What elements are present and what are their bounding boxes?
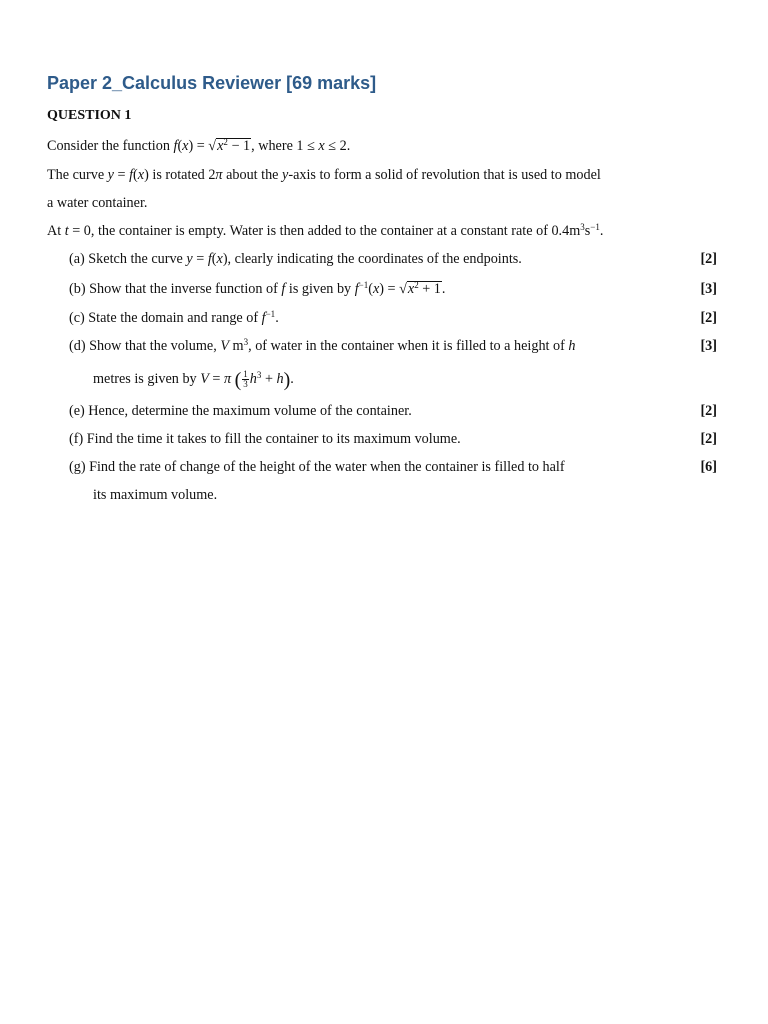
marks-d: [3] [700, 338, 717, 354]
part-text: . [290, 371, 294, 387]
math-h: h [568, 338, 576, 354]
part-label: (d) [69, 338, 86, 354]
part-text: Sketch the curve [88, 251, 187, 267]
part-text: , of water in the container when it is filled to a height of [248, 338, 569, 354]
part-text: Show that the volume, [89, 338, 221, 354]
marks-e: [2] [700, 403, 717, 419]
paper-title: Paper 2_Calculus Reviewer [69 marks] [47, 73, 377, 93]
part-f [69, 431, 461, 448]
intro-text: The curve [47, 167, 108, 183]
part-b [69, 281, 445, 298]
math-inverse-definition: $f^{-1}(x) = √x^2 + 1$ [354, 280, 441, 297]
part-a [69, 251, 522, 268]
math-two-pi: 2π [208, 167, 223, 183]
part-label: (e) [69, 403, 85, 419]
intro-text: Consider the function [47, 138, 174, 154]
part-g-continuation: its maximum volume. [93, 487, 218, 503]
marks-g: [6] [700, 459, 717, 475]
intro-text: . [346, 138, 351, 154]
marks-f: [2] [700, 431, 717, 447]
intro-text: about the [222, 167, 283, 183]
part-text: Hence, determine the maximum volume of the container. [88, 403, 412, 419]
math-volume-formula: V = π ( $\frac{1}{3}$ $h^3 + h$) [200, 369, 291, 391]
intro-text: At [47, 223, 65, 239]
part-text: Show that the inverse function of [89, 281, 282, 297]
marks-b: [3] [700, 281, 717, 297]
part-label: (a) [69, 251, 85, 267]
part-g [69, 459, 565, 476]
intro-text: . [599, 223, 604, 239]
math-curve: y = f(x) [107, 167, 149, 183]
part-c [69, 310, 279, 327]
math-curve: y = f(x) [186, 251, 228, 267]
part-label: (g) [69, 459, 86, 475]
part-text: State the domain and range of [88, 310, 262, 326]
math-v: V [220, 338, 229, 354]
math-fx-definition: f [173, 138, 178, 154]
part-label: (c) [69, 310, 85, 326]
intro-text: s [584, 223, 591, 239]
part-d-continuation [93, 369, 294, 392]
marks-a: [2] [700, 251, 717, 267]
math-f: f [281, 281, 286, 297]
part-text: Find the rate of change of the height of the water when the container is filled to half [89, 459, 565, 475]
part-text: . [275, 310, 279, 326]
math-y: y [282, 167, 289, 183]
part-text: is given by [285, 281, 355, 297]
math-t-zero: t = 0 [64, 223, 91, 239]
intro-line-2 [47, 167, 601, 184]
question-heading: QUESTION 1 [47, 108, 132, 123]
part-d: (d) Show that the volume, V $m^3$, of water in the container when it is filled to a height of h [69, 337, 576, 354]
part-text: . [441, 281, 446, 297]
math-f-inverse: $f^{-1}$ [261, 309, 276, 326]
intro-line-1: Consider the function $f(x) = √x^2 - 1$, where 1 ≤ x ≤ 2. [47, 137, 351, 154]
intro-text: is rotated [148, 167, 209, 183]
part-label: (f) [69, 431, 84, 447]
part-text: Find the time it takes to fill the container to its maximum volume. [86, 431, 461, 447]
intro-text: -axis to form a solid of revolution that is used to model [288, 167, 601, 183]
intro-text: , where [251, 138, 297, 154]
part-text: metres is given by [93, 371, 201, 387]
intro-line-3: a water container. [47, 195, 148, 211]
intro-line-4: At t = 0, the container is empty. Water is then added to the container at a constant rate of $0.4m^3s^{-1}$. [47, 222, 604, 239]
math-domain: 1 ≤ x ≤ 2 [296, 138, 347, 154]
part-label: (b) [69, 281, 86, 297]
part-text: , clearly indicating the coordinates of the endpoints. [227, 251, 522, 267]
part-e [69, 403, 412, 420]
part-text: m [229, 338, 244, 354]
intro-text: , the container is empty. Water is then added to the container at a constant rate of 0.4m [90, 223, 581, 239]
marks-c: [2] [700, 310, 717, 326]
